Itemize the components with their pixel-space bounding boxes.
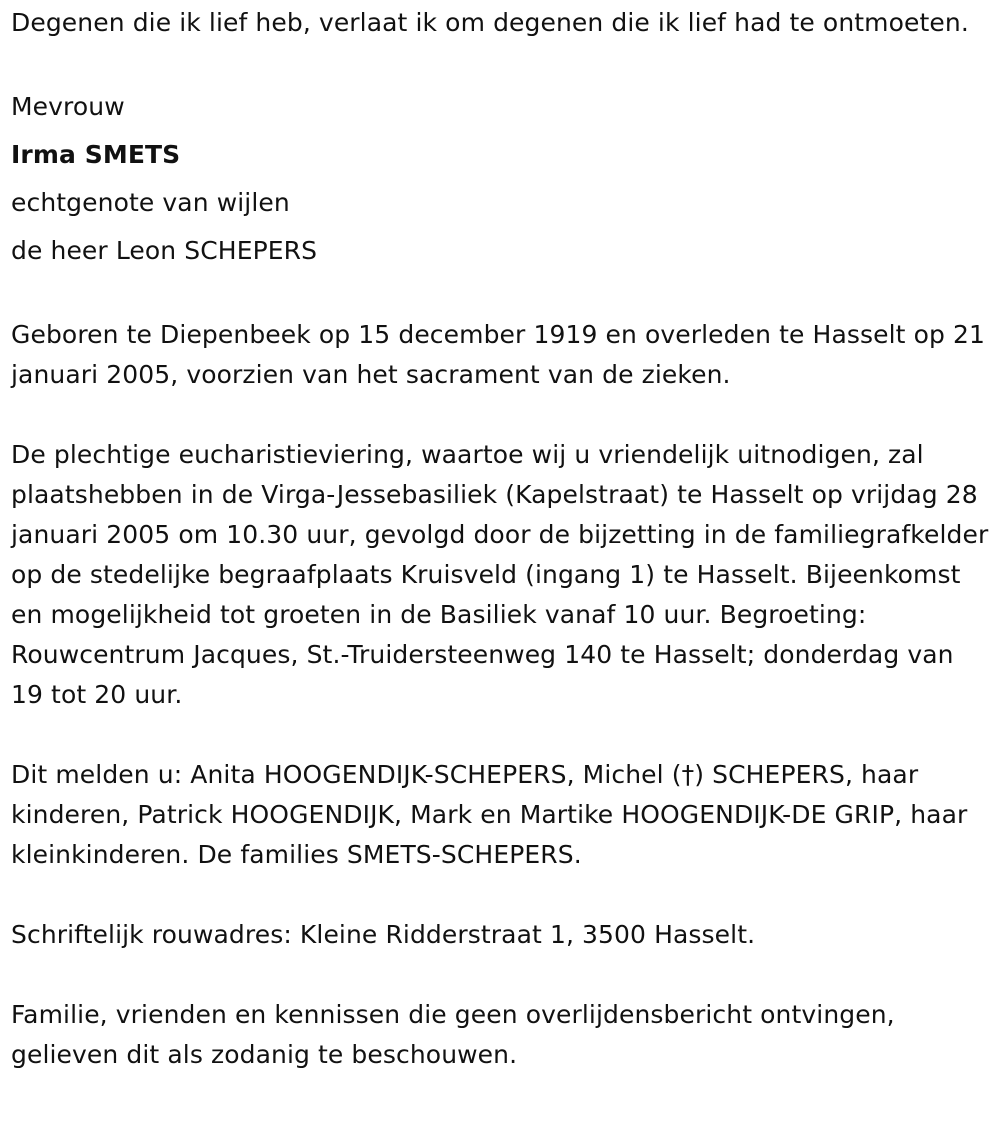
salutation: Mevrouw: [11, 92, 125, 121]
birth-death-paragraph: Geboren te Diepenbeek op 15 december 1919 en overleden te Hasselt op 21 januari 2005, voorzien van het sacrament van de zieken.: [11, 320, 986, 389]
deceased-name: Irma SMETS: [11, 140, 181, 169]
family-paragraph: [11, 755, 992, 875]
closing-paragraph: Familie, vrienden en kennissen die geen overlijdensbericht ontvingen, gelieven dit als zodanig te beschouwen.: [11, 1000, 895, 1069]
cross-icon: †: [681, 760, 695, 789]
deceased-header: [11, 83, 992, 275]
quote: Degenen die ik lief heb, verlaat ik om degenen die ik lief had te ontmoeten.: [11, 8, 969, 37]
address-paragraph: Schriftelijk rouwadres: Kleine Ridderstraat 1, 3500 Hasselt.: [11, 920, 756, 949]
family-text-end: ) SCHEPERS, haar kinderen, Patrick HOOGENDIJK, Mark en Martike HOOGENDIJK-DE GRIP, haar kleinkinderen. De families SMETS-SCHEPERS.: [11, 760, 968, 869]
relation: echtgenote van wijlen: [11, 188, 290, 217]
family-text-start: Dit melden u: Anita HOOGENDIJK-SCHEPERS, Michel (: [11, 760, 682, 789]
spouse-name: de heer Leon SCHEPERS: [11, 236, 318, 265]
ceremony-paragraph: De plechtige eucharistieviering, waartoe wij u vriendelijk uitnodigen, zal plaatshebben in de Virga-Jessebasiliek (Kapelstraat) te Hasselt op vrijdag 28 januari 2005 om 10.30 uur, gevolgd door de bijzetting in de familiegrafkelder op de stedelijke begraafplaats Kruisveld (ingang 1) te Hasselt. Bijeenkomst en mogelijkheid tot groeten in de Basiliek vanaf 10 uur. Begroeting: Rouwcentrum Jacques, St.-Truidersteenweg 140 te Hasselt; donderdag van 19 tot 20 uur.: [11, 440, 989, 709]
